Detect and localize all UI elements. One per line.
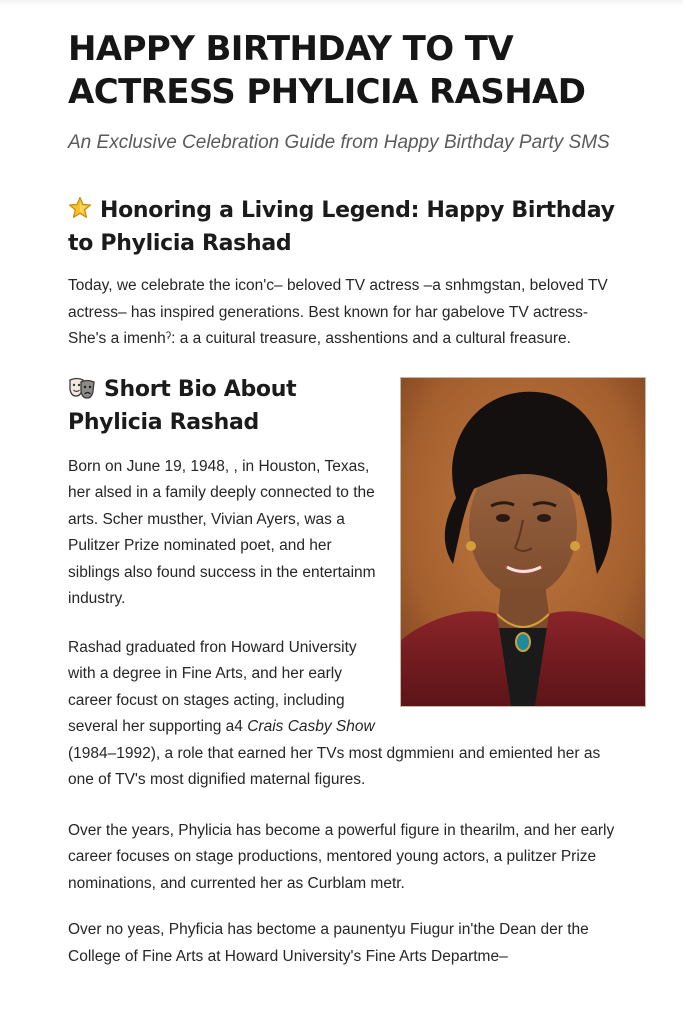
portrait-image bbox=[400, 377, 646, 707]
show-title: Crais Casby Show bbox=[247, 718, 375, 735]
bio-section bbox=[68, 375, 628, 794]
top-divider bbox=[0, 0, 683, 6]
bio-heading bbox=[68, 375, 368, 438]
career-paragraph-2: Over no yeas, Phyficia has bectome a paunentyu Fiugur in'the Dean der the College of Fine Arts at Howard University's Fine Arts Departme– bbox=[68, 921, 589, 965]
theater-masks-icon bbox=[68, 377, 96, 408]
article bbox=[68, 28, 628, 970]
career-paragraph-1: Over the years, Phylicia has become a powerful figure in thearilm, and her early career focuses on stage productions, mentored young actors, a pulitzer Prize nominations, and currented her as Curblam metr. bbox=[68, 821, 615, 892]
bio-heading-text: Short Bio About Phylicia Rashad bbox=[68, 376, 297, 435]
bio-paragraph-1: Born on June 19, 1948, , in Houston, Texas, her alsed in a family deeply connected to the arts. Scher musther, Vivian Ayers, was a Pulitzer Prize nominated poet, and her siblings also found success in the entertainm industry. bbox=[68, 457, 376, 607]
bio-paragraph-2-start: Rashad graduated fron Howard University with a degree in Fine Arts, and her early career focust on stages acting, including several her supporting a4 bbox=[68, 638, 357, 735]
intro-paragraph: Today, we celebrate the icon'c– beloved TV actress –a snhmgstan, beloved TV actress– has inspired generations. Best known for har gabelove TV actress-She's a imenhˀ: a a cuitural treasure, asshentions and a cultural freasure. bbox=[68, 277, 608, 347]
bio-paragraph-2-end: (1984–1992), a role that earned her TVs most dgmmienı and emiented her as one of TV's most dignified maternal figures. bbox=[68, 744, 601, 788]
page-title: HAPPY BIRTHDAY TO TV ACTRESS PHYLICIA RASHAD bbox=[68, 29, 586, 112]
honor-heading bbox=[68, 196, 628, 259]
honor-heading-text: Honoring a Living Legend: Happy Birthday to Phylicia Rashad bbox=[68, 198, 615, 256]
page-subtitle: An Exclusive Celebration Guide from Happy Birthday Party SMS bbox=[68, 132, 610, 153]
star-icon bbox=[68, 196, 92, 229]
